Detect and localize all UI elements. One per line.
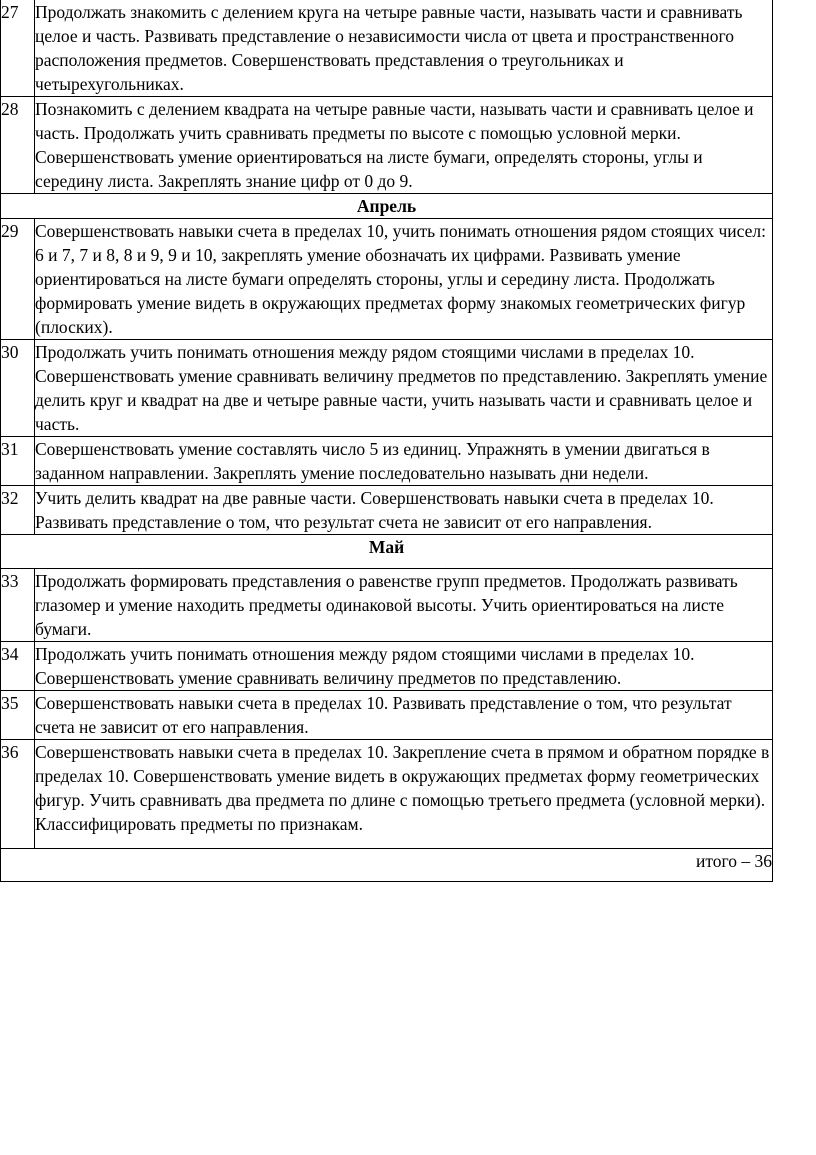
lesson-description: Познакомить с делением квадрата на четыре равные части, называть части и сравнивать целое и часть. Продолжать учить сравнивать предметы по высоте с помощью условной мерки. Совершенствовать умение ориентироваться на листе бумаги, определять стороны, углы и середину листа. Закреплять знание цифр от 0 до 9. — [35, 97, 773, 194]
lesson-description: Продолжать учить понимать отношения между рядом стоящими числами в пределах 10. Совершенствовать умение сравнивать величину предметов по представлению. — [35, 642, 773, 691]
lesson-number: 35 — [1, 693, 19, 713]
lesson-description: Продолжать формировать представления о равенстве групп предметов. Продолжать развивать глазомер и умение находить предметы одинаковой высоты. Учить ориентироваться на листе бумаги. — [35, 569, 773, 642]
table-row — [1, 97, 773, 194]
table-row — [1, 340, 773, 437]
table-row — [1, 219, 773, 340]
lesson-number: 30 — [1, 342, 19, 362]
lesson-number: 29 — [1, 221, 19, 241]
table-row — [1, 437, 773, 486]
lesson-number: 36 — [1, 742, 19, 762]
month-heading-april: Апрель — [1, 194, 773, 219]
lesson-description: Совершенствовать умение составлять число 5 из единиц. Упражнять в умении двигаться в заданном направлении. Закреплять умение последовательно называть дни недели. — [35, 437, 773, 486]
lesson-description: Совершенствовать навыки счета в пределах 10, учить понимать отношения рядом стоящих чисел: 6 и 7, 7 и 8, 8 и 9, 9 и 10, закреплять умение обозначать их цифрами. Развивать умение ориентироваться на листе бумаги определять стороны, углы и середину листа. Продолжать формировать умение видеть в окружающих предметах форму знакомых геометрических фигур (плоских). — [35, 219, 773, 340]
table-row — [1, 486, 773, 535]
table-row — [1, 569, 773, 642]
lesson-number: 31 — [1, 439, 19, 459]
lesson-description: Учить делить квадрат на две равные части. Совершенствовать навыки счета в пределах 10. Развивать представление о том, что результат счета не зависит от его направления. — [35, 486, 773, 535]
lesson-description: Совершенствовать навыки счета в пределах 10. Развивать представление о том, что результат счета не зависит от его направления. — [35, 691, 773, 740]
table-row — [1, 642, 773, 691]
table-row — [1, 740, 773, 849]
lesson-number: 27 — [1, 2, 19, 22]
table-row — [1, 691, 773, 740]
lesson-description: Продолжать знакомить с делением круга на четыре равные части, называть части и сравнивать целое и часть. Развивать представление о независимости числа от цвета и пространственного расположения предметов. Совершенствовать представления о треугольниках и четырехугольниках. — [35, 0, 773, 97]
lesson-number: 33 — [1, 571, 19, 591]
lesson-description: Продолжать учить понимать отношения между рядом стоящими числами в пределах 10. Совершенствовать умение сравнивать величину предметов по представлению. Закреплять умение делить круг и квадрат на две и четыре равные части, учить называть части и сравнивать целое и часть. — [35, 340, 773, 437]
lesson-number: 28 — [1, 99, 19, 119]
month-header-row — [1, 535, 773, 569]
month-header-row — [1, 194, 773, 219]
lesson-number: 32 — [1, 488, 19, 508]
total-row — [1, 849, 773, 882]
lesson-description: Совершенствовать навыки счета в пределах 10. Закрепление счета в прямом и обратном порядке в пределах 10. Совершенствовать умение видеть в окружающих предметах форму геометрических фигур. Учить сравнивать два предмета по длине с помощью третьего предмета (условной мерки). Классифицировать предметы по признакам. — [35, 740, 773, 849]
lesson-number: 34 — [1, 644, 19, 664]
total-count: итого – 36 — [1, 849, 773, 882]
month-heading-may: Май — [1, 535, 773, 569]
table-row — [1, 0, 773, 97]
